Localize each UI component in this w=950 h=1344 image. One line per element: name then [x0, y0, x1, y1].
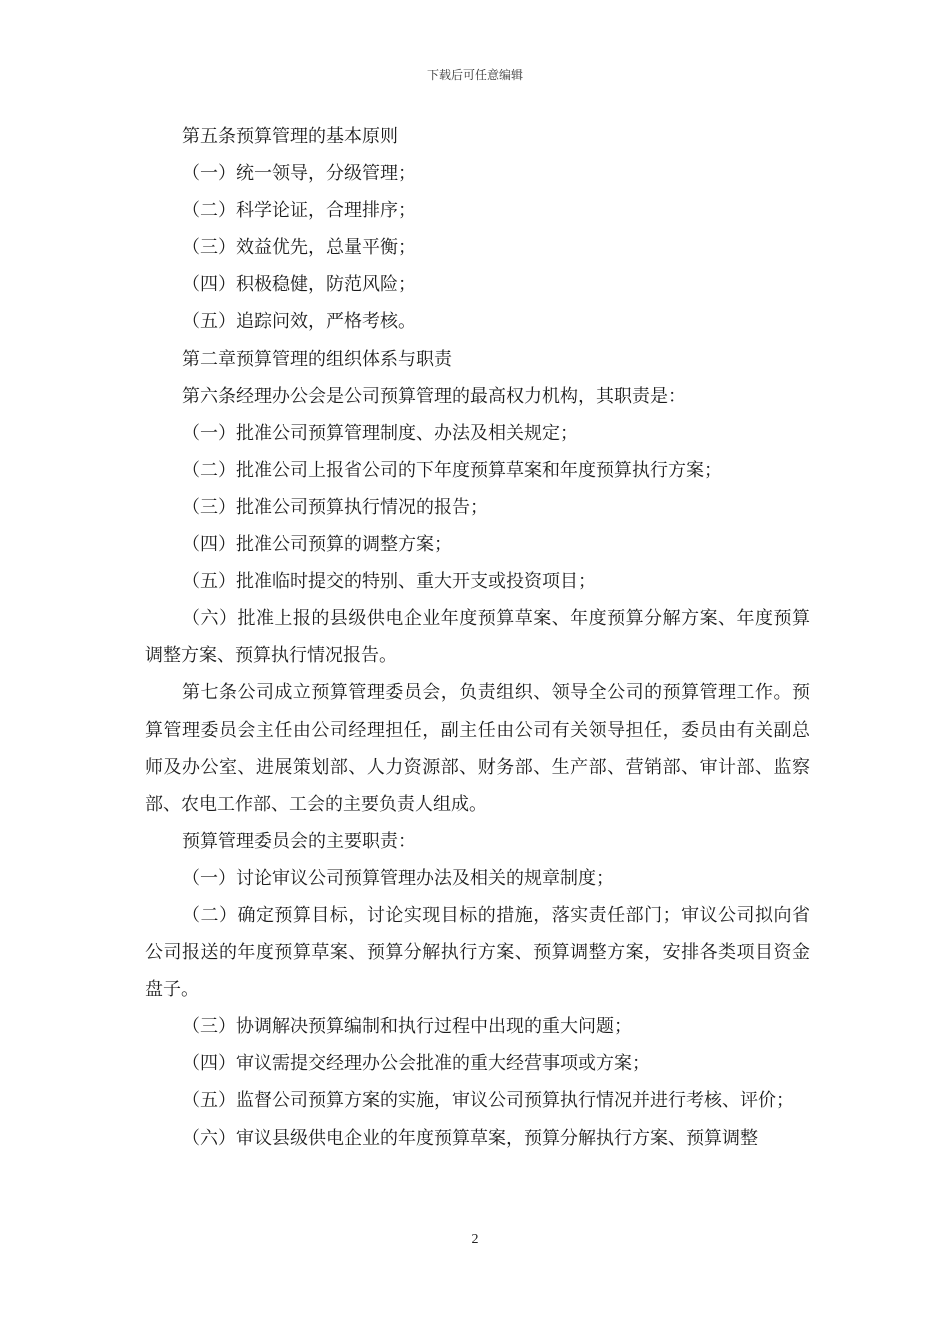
committee-duty-4: （四）审议需提交经理办公会批准的重大经营事项或方案；: [182, 1053, 650, 1075]
committee-duty-2: （二）确定预算目标，讨论实现目标的措施，落实责任部门；审议公司拟向省公司报送的年度预算草案、预算分解执行方案、预算调整方案，安排各类项目资金盘子。: [145, 904, 810, 1001]
committee-duties-heading: 预算管理委员会的主要职责：: [182, 830, 416, 852]
office-duty-4: （四）批准公司预算的调整方案；: [182, 534, 452, 556]
principle-2: （二）科学论证，合理排序；: [182, 200, 416, 222]
chapter-2-heading: 第二章预算管理的组织体系与职责: [182, 348, 452, 370]
office-duty-5: （五）批准临时提交的特别、重大开支或投资项目；: [182, 571, 596, 593]
office-duty-2: （二）批准公司上报省公司的下年度预算草案和年度预算执行方案；: [182, 459, 722, 481]
committee-duty-6: （六）审议县级供电企业的年度预算草案，预算分解执行方案、预算调整: [182, 1127, 758, 1149]
document-body: [145, 118, 810, 1157]
principle-3: （三）效益优先，总量平衡；: [182, 237, 416, 259]
article-6-heading: 第六条经理办公会是公司预算管理的最高权力机构，其职责是：: [182, 385, 686, 407]
principle-5: （五）追踪问效，严格考核。: [182, 311, 416, 333]
article-7-paragraph: 第七条公司成立预算管理委员会，负责组织、领导全公司的预算管理工作。预算管理委员会主任由公司经理担任，副主任由公司有关领导担任，委员由有关副总师及办公室、进展策划部、人力资源部、财务部、生产部、营销部、审计部、监察部、农电工作部、工会的主要负责人组成。: [145, 682, 810, 815]
committee-duty-1: （一）讨论审议公司预算管理办法及相关的规章制度；: [182, 867, 614, 889]
office-duty-1: （一）批准公司预算管理制度、办法及相关规定；: [182, 422, 578, 444]
committee-duty-3: （三）协调解决预算编制和执行过程中出现的重大问题；: [182, 1016, 632, 1038]
principle-1: （一）统一领导，分级管理；: [182, 163, 416, 185]
header-note: 下载后可任意编辑: [426, 68, 523, 82]
committee-duty-5: （五）监督公司预算方案的实施，审议公司预算执行情况并进行考核、评价；: [182, 1090, 794, 1112]
page-number: 2: [471, 1232, 479, 1247]
article-5-heading: 第五条预算管理的基本原则: [182, 126, 398, 147]
office-duty-3: （三）批准公司预算执行情况的报告；: [182, 496, 488, 518]
office-duty-6: （六）批准上报的县级供电企业年度预算草案、年度预算分解方案、年度预算调整方案、预算执行情况报告。: [145, 608, 810, 667]
principle-4: （四）积极稳健，防范风险；: [182, 274, 416, 296]
